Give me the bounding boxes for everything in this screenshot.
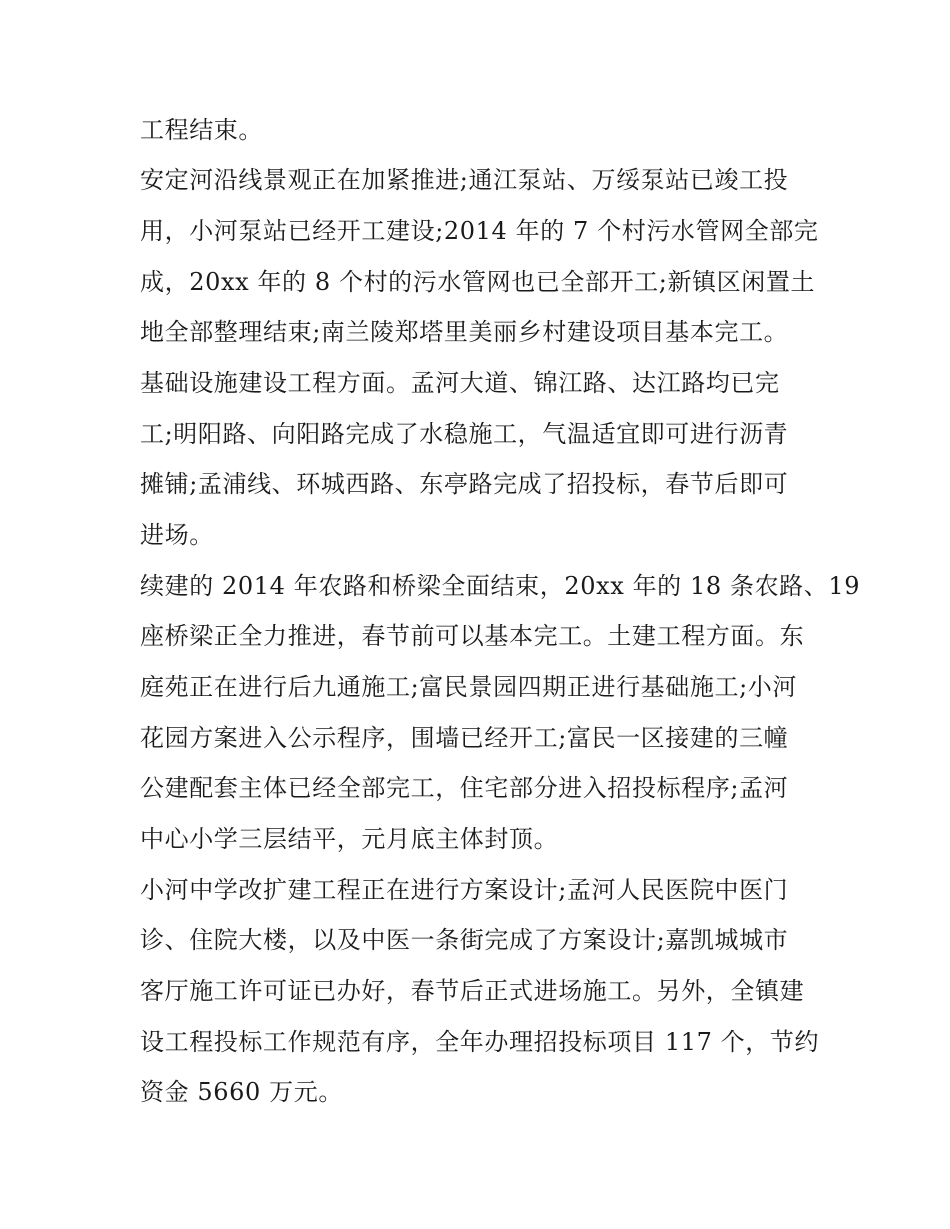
text-line: 续建的 2014 年农路和桥梁全面结束，20xx 年的 18 条农路、19 — [140, 572, 861, 600]
text-line: 中心小学三层结平，元月底主体封顶。 — [140, 825, 559, 853]
text-line: 基础设施建设工程方面。孟河大道、锦江路、达江路均已完 — [140, 369, 780, 397]
text-line: 庭苑正在进行后九通施工;富民景园四期正进行基础施工;小河 — [140, 673, 797, 701]
text-line: 客厅施工许可证已办好，春节后正式进场施工。另外，全镇建 — [140, 977, 805, 1005]
text-line: 诊、住院大楼，以及中医一条街完成了方案设计;嘉凯城城市 — [140, 926, 789, 954]
text-line: 小河中学改扩建工程正在进行方案设计;孟河人民医院中医门 — [140, 876, 789, 904]
text-line: 摊铺;孟浦线、环城西路、东亭路完成了招投标，春节后即可 — [140, 470, 789, 498]
text-line: 工程结束。 — [140, 116, 263, 144]
text-line: 工;明阳路、向阳路完成了水稳施工，气温适宜即可进行沥青 — [140, 420, 789, 448]
text-line: 设工程投标工作规范有序，全年办理招投标项目 117 个，节约 — [140, 1028, 820, 1056]
text-line: 资金 5660 万元。 — [140, 1078, 343, 1106]
text-line: 公建配套主体已经全部完工，住宅部分进入招投标程序;孟河 — [140, 774, 789, 802]
text-line: 花园方案进入公示程序，围墙已经开工;富民一区接建的三幢 — [140, 724, 789, 752]
text-line: 成，20xx 年的 8 个村的污水管网也已全部开工;新镇区闲置土 — [140, 268, 816, 296]
text-line: 安定河沿线景观正在加紧推进;通江泵站、万绥泵站已竣工投 — [140, 166, 789, 194]
text-line: 地全部整理结束;南兰陵郑塔里美丽乡村建设项目基本完工。 — [140, 318, 789, 346]
text-line: 进场。 — [140, 521, 214, 549]
text-line: 座桥梁正全力推进，春节前可以基本完工。土建工程方面。东 — [140, 622, 805, 650]
text-line: 用，小河泵站已经开工建设;2014 年的 7 个村污水管网全部完 — [140, 217, 819, 245]
